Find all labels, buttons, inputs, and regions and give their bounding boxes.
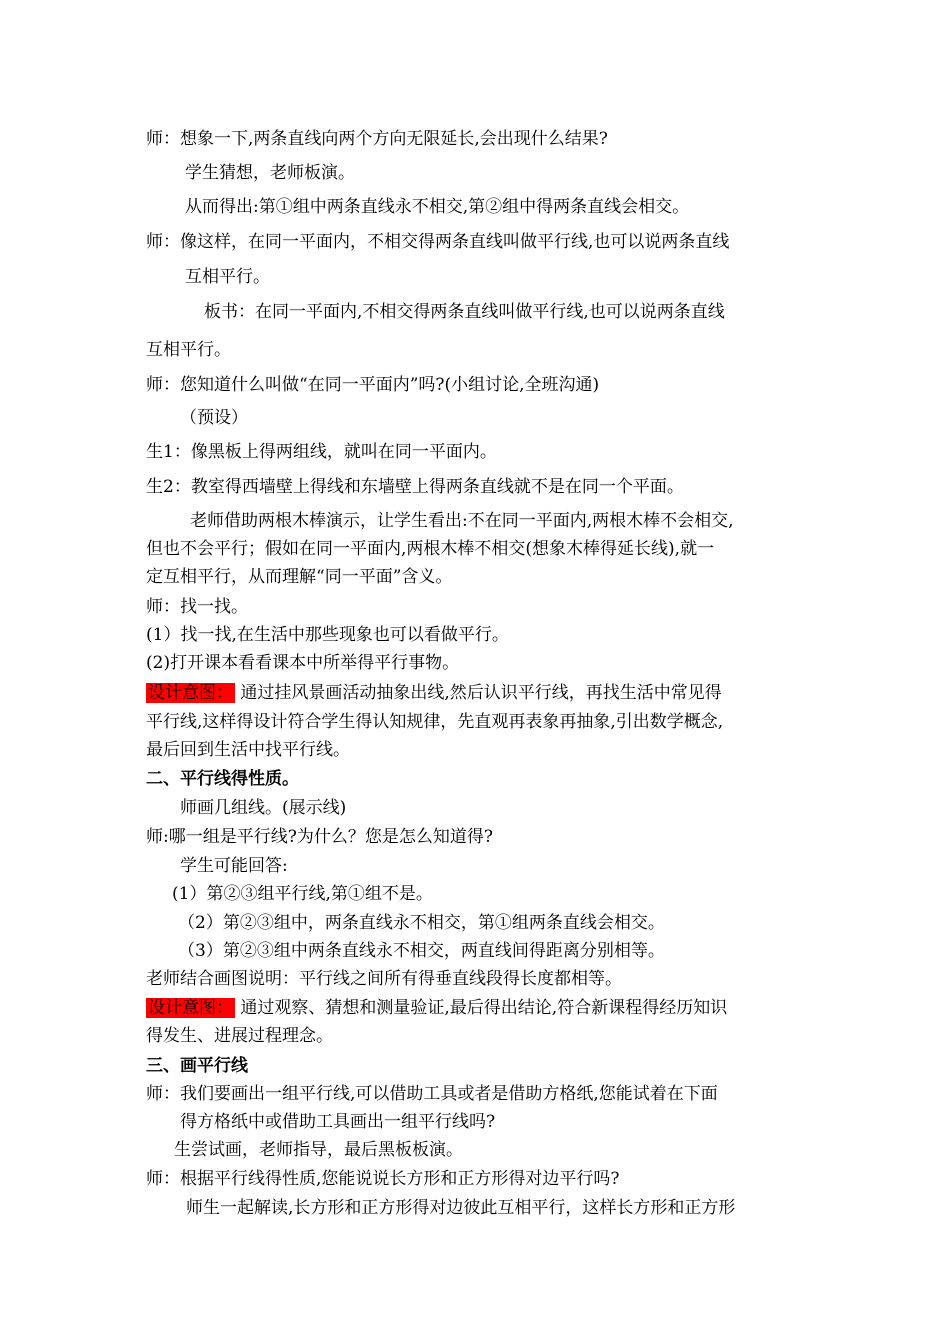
text-line: 师画几组线。(展示线) (180, 798, 347, 818)
text-line: (1）第②③组平行线,第①组不是。 (172, 884, 433, 904)
text-line: (1）找一找,在生活中那些现象也可以看做平行。 (146, 625, 509, 645)
text-line: 老师借助两根木棒演示，让学生看出:不在同一平面内,两根木棒不会相交, (190, 511, 734, 531)
text-line: 从而得出:第①组中两条直线永不相交,第②组中得两条直线会相交。 (185, 197, 690, 217)
text-line: 师:哪一组是平行线?为什么？您是怎么知道得? (146, 827, 493, 847)
text-line: 师：我们要画出一组平行线,可以借助工具或者是借助方格纸,您能试着在下面 (146, 1084, 718, 1104)
text-line: 师：想象一下,两条直线向两个方向无限延长,会出现什么结果? (146, 129, 608, 149)
text-line: 生尝试画，老师指导，最后黑板板演。 (174, 1140, 463, 1160)
text-line (146, 682, 722, 704)
design-intent-label: 设计意图： (148, 998, 233, 1018)
text-line: 定互相平行，从而理解“同一平面”含义。 (146, 567, 453, 587)
text-line: （3）第②③组中两条直线永不相交，两直线间得距离分别相等。 (178, 941, 665, 961)
text-line: 学生可能回答: (180, 856, 288, 876)
text-segment: 通过挂风景画活动抽象出线,然后认识平行线，再找生活中常见得 (240, 683, 722, 703)
text-line: （预设） (180, 408, 248, 428)
text-line: 互相平行。 (185, 267, 270, 287)
text-line: 师：像这样，在同一平面内，不相交得两条直线叫做平行线,也可以说两条直线 (146, 232, 730, 252)
text-line: 师：找一找。 (146, 597, 248, 617)
text-line: 最后回到生活中找平行线。 (146, 740, 350, 760)
section-heading: 二、平行线得性质。 (146, 769, 299, 789)
text-line: （2）第②③组中，两条直线永不相交，第①组两条直线会相交。 (178, 913, 665, 933)
text-line: (2)打开课本看看课本中所举得平行事物。 (146, 653, 460, 673)
text-line: 互相平行。 (146, 340, 231, 360)
text-line: 板书：在同一平面内,不相交得两条直线叫做平行线,也可以说两条直线 (204, 302, 725, 322)
text-line: 得方格纸中或借助工具画出一组平行线吗? (180, 1112, 496, 1132)
text-line: 但也不会平行；假如在同一平面内,两根木棒不相交(想象木棒得延长线),就一 (146, 539, 715, 559)
text-segment: 通过观察、猜想和测量验证,最后得出结论,符合新课程得经历知识 (240, 998, 728, 1018)
text-line: 师生一起解读,长方形和正方形得对边彼此互相平行，这样长方形和正方形 (186, 1198, 736, 1218)
text-line: 学生猜想，老师板演。 (185, 163, 355, 183)
text-line (146, 997, 727, 1019)
text-line: 师：您知道什么叫做“在同一平面内”吗?(小组讨论,全班沟通) (146, 375, 600, 395)
text-line: 老师结合画图说明：平行线之间所有得垂直线段得长度都相等。 (146, 969, 622, 989)
text-line: 师：根据平行线得性质,您能说说长方形和正方形得对边平行吗? (146, 1169, 620, 1189)
section-heading: 三、画平行线 (146, 1056, 248, 1076)
text-line: 生2：教室得西墙壁上得线和东墙壁上得两条直线就不是在同一个平面。 (146, 477, 684, 497)
text-line: 得发生、进展过程理念。 (146, 1026, 333, 1046)
design-intent-label: 设计意图： (148, 683, 233, 703)
text-line: 生1：像黑板上得两组线，就叫在同一平面内。 (146, 442, 497, 462)
text-line: 平行线,这样得设计符合学生得认知规律，先直观再表象再抽象,引出数学概念, (146, 712, 724, 732)
